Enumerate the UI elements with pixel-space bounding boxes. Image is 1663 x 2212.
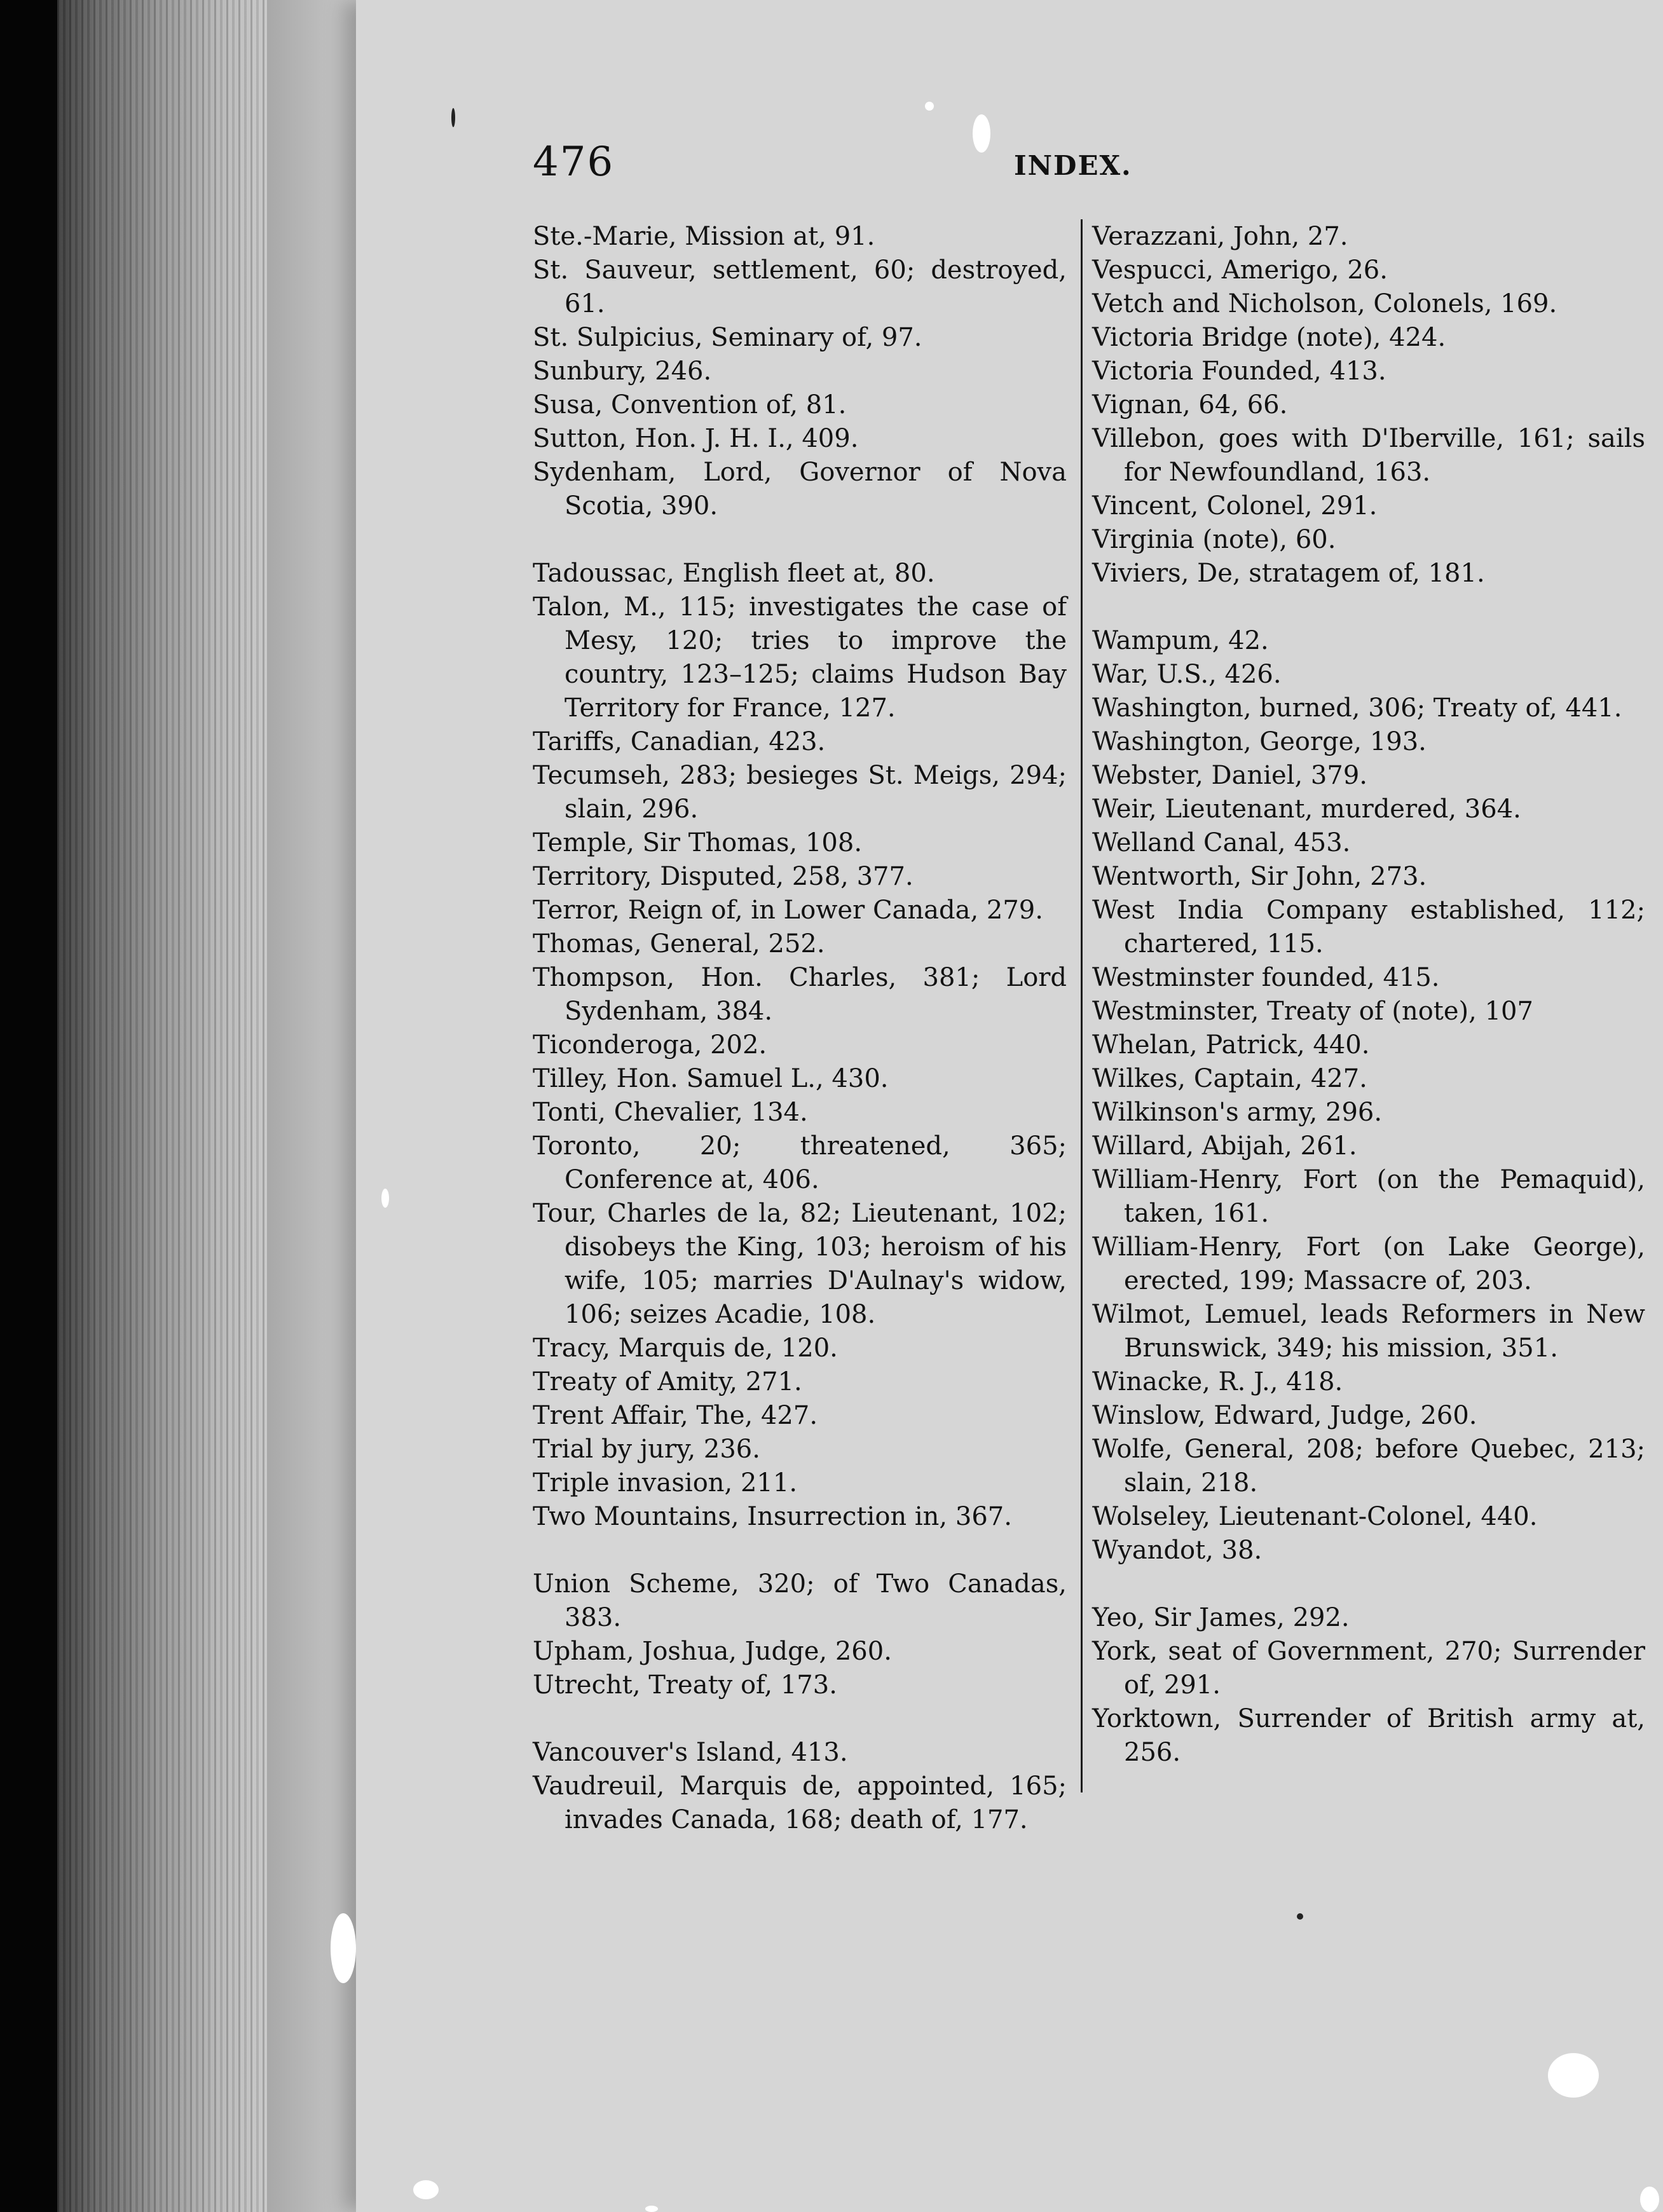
column-divider	[1081, 219, 1083, 1792]
index-entry: St. Sauveur, settlement, 60; destroyed, 61.	[533, 256, 1067, 318]
letter-section-gap	[1092, 1567, 1645, 1601]
index-entry: Territory, Disputed, 258, 377.	[533, 862, 914, 891]
index-entry: Tonti, Chevalier, 134.	[533, 1098, 808, 1127]
page-edge-stack	[57, 0, 280, 2212]
index-entry: Utrecht, Treaty of, 173.	[533, 1670, 837, 1700]
index-entry: Temple, Sir Thomas, 108.	[533, 828, 863, 857]
index-entry: Victoria Bridge (note), 424.	[1092, 323, 1446, 352]
index-entry: Wentworth, Sir John, 273.	[1092, 862, 1427, 891]
index-entry: Talon, M., 115; investigates the case of Mesy, 120; tries to improve the country, 123–125; claims Hudson Bay Territory for France, 127.	[533, 592, 1067, 723]
index-entry: Villebon, goes with D'Iberville, 161; sails for Newfoundland, 163.	[1092, 424, 1645, 487]
index-entry: Vaudreuil, Marquis de, appointed, 165; invades Canada, 168; death of, 177.	[533, 1772, 1067, 1834]
index-column-right	[1092, 220, 1645, 1770]
index-entry: Sutton, Hon. J. H. I., 409.	[533, 424, 859, 453]
letter-section-gap	[533, 1702, 1067, 1736]
page-number: 476	[533, 139, 615, 186]
index-entry: York, seat of Government, 270; Surrender of, 291.	[1092, 1637, 1645, 1700]
index-entry: Tilley, Hon. Samuel L., 430.	[533, 1064, 889, 1093]
scan-speck	[331, 1913, 356, 1983]
index-entry: Yeo, Sir James, 292.	[1092, 1603, 1350, 1632]
index-entry: Verazzani, John, 27.	[1092, 222, 1348, 251]
index-entry: Vetch and Nicholson, Colonels, 169.	[1092, 289, 1557, 318]
index-entry: Tracy, Marquis de, 120.	[533, 1334, 838, 1363]
index-entry: Upham, Joshua, Judge, 260.	[533, 1637, 892, 1666]
index-entry: Tour, Charles de la, 82; Lieutenant, 102; disobeys the King, 103; heroism of his wife, 105; marries D'Aulnay's widow, 106; seizes Acadie, 108.	[533, 1199, 1067, 1329]
index-entry: Webster, Daniel, 379.	[1092, 761, 1367, 790]
index-entry: Toronto, 20; threatened, 365; Conference at, 406.	[533, 1131, 1067, 1194]
letter-section-gap	[1092, 591, 1645, 624]
scan-speck	[1640, 2187, 1659, 2212]
index-entry: Sydenham, Lord, Governor of Nova Scotia, 390.	[533, 458, 1067, 521]
letter-section-gap	[533, 1534, 1067, 1567]
scan-speck	[925, 102, 934, 111]
index-entry: Washington, burned, 306; Treaty of, 441.	[1092, 693, 1622, 723]
index-entry: Ticonderoga, 202.	[533, 1030, 767, 1060]
index-entry: Susa, Convention of, 81.	[533, 390, 847, 420]
index-entry: Triple invasion, 211.	[533, 1468, 798, 1498]
index-entry: West India Company established, 112; chartered, 115.	[1092, 896, 1645, 959]
index-entry: Terror, Reign of, in Lower Canada, 279.	[533, 896, 1043, 925]
index-entry: St. Sulpicius, Seminary of, 97.	[533, 323, 922, 352]
index-entry: Vincent, Colonel, 291.	[1092, 491, 1378, 521]
index-entry: Tariffs, Canadian, 423.	[533, 727, 826, 756]
index-entry: Wyandot, 38.	[1092, 1536, 1263, 1565]
index-entry: Victoria Founded, 413.	[1092, 357, 1386, 386]
index-entry: Wolseley, Lieutenant-Colonel, 440.	[1092, 1502, 1538, 1531]
scan-speck	[381, 1189, 389, 1208]
index-entry: William-Henry, Fort (on the Pemaquid), taken, 161.	[1092, 1165, 1645, 1228]
index-entry: Willard, Abijah, 261.	[1092, 1131, 1357, 1161]
index-entry: Whelan, Patrick, 440.	[1092, 1030, 1370, 1060]
letter-section-gap	[533, 523, 1067, 557]
index-entry: Virginia (note), 60.	[1092, 525, 1336, 554]
index-entry: Welland Canal, 453.	[1092, 828, 1351, 857]
index-column-left	[533, 220, 1067, 1837]
index-entry: Wilmot, Lemuel, leads Reformers in New Brunswick, 349; his mission, 351.	[1092, 1300, 1645, 1363]
index-entry: Treaty of Amity, 271.	[533, 1367, 802, 1396]
index-entry: Wilkes, Captain, 427.	[1092, 1064, 1367, 1093]
scan-speck	[1548, 2053, 1599, 2098]
index-entry: Westminster founded, 415.	[1092, 963, 1440, 992]
index-entry: Tecumseh, 283; besieges St. Meigs, 294; slain, 296.	[533, 761, 1067, 824]
scan-speck	[645, 2206, 658, 2212]
index-entry: War, U.S., 426.	[1092, 660, 1282, 689]
index-entry: Trial by jury, 236.	[533, 1435, 760, 1464]
index-entry: Trent Affair, The, 427.	[533, 1401, 818, 1430]
index-entry: Washington, George, 193.	[1092, 727, 1427, 756]
index-entry: Westminster, Treaty of (note), 107	[1092, 997, 1533, 1026]
scan-speck	[1297, 1913, 1303, 1920]
index-entry: Winslow, Edward, Judge, 260.	[1092, 1401, 1477, 1430]
index-entry: Thompson, Hon. Charles, 381; Lord Sydenham, 384.	[533, 963, 1067, 1026]
index-entry: William-Henry, Fort (on Lake George), erected, 199; Massacre of, 203.	[1092, 1232, 1645, 1295]
running-head: INDEX.	[1014, 150, 1132, 181]
index-entry: Wampum, 42.	[1092, 626, 1269, 655]
index-entry: Viviers, De, stratagem of, 181.	[1092, 559, 1485, 588]
index-entry: Vancouver's Island, 413.	[533, 1738, 848, 1767]
index-entry: Ste.-Marie, Mission at, 91.	[533, 222, 875, 251]
index-entry: Wolfe, General, 208; before Quebec, 213; slain, 218.	[1092, 1435, 1645, 1498]
index-entry: Tadoussac, English fleet at, 80.	[533, 559, 935, 588]
page-gutter-shadow	[267, 0, 356, 2212]
page-header	[0, 133, 1663, 197]
index-entry: Yorktown, Surrender of British army at, 256.	[1092, 1704, 1645, 1767]
index-entry: Winacke, R. J., 418.	[1092, 1367, 1343, 1396]
index-entry: Union Scheme, 320; of Two Canadas, 383.	[533, 1569, 1067, 1632]
index-entry: Sunbury, 246.	[533, 357, 712, 386]
scan-speck	[451, 108, 455, 127]
index-entry: Vignan, 64, 66.	[1092, 390, 1288, 420]
index-entry: Weir, Lieutenant, murdered, 364.	[1092, 795, 1521, 824]
scan-speck	[413, 2180, 439, 2199]
index-entry: Thomas, General, 252.	[533, 929, 825, 959]
index-entry: Two Mountains, Insurrection in, 367.	[533, 1502, 1012, 1531]
index-entry: Vespucci, Amerigo, 26.	[1092, 256, 1388, 285]
index-entry: Wilkinson's army, 296.	[1092, 1098, 1383, 1127]
